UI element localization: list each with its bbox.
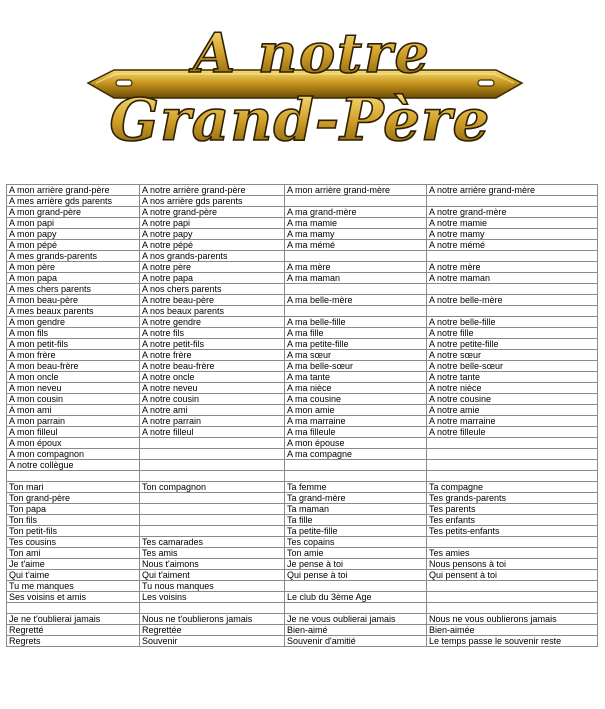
table-cell bbox=[285, 460, 427, 471]
table-cell: A notre marraine bbox=[427, 416, 598, 427]
table-cell: A notre beau-frère bbox=[140, 361, 285, 372]
table-cell: A mon fils bbox=[7, 328, 140, 339]
table-cell: A mon beau-frère bbox=[7, 361, 140, 372]
table-cell: A notre oncle bbox=[140, 372, 285, 383]
table-cell: A mon compagnon bbox=[7, 449, 140, 460]
table-row bbox=[7, 273, 598, 284]
table-cell: Ton papa bbox=[7, 504, 140, 515]
table-cell: A mes arrière gds parents bbox=[7, 196, 140, 207]
table-row bbox=[7, 218, 598, 229]
table-cell bbox=[427, 251, 598, 262]
table-cell: A mon pépé bbox=[7, 240, 140, 251]
table-cell: Nous t'aimons bbox=[140, 559, 285, 570]
table-cell: Tu nous manques bbox=[140, 581, 285, 592]
table-cell bbox=[140, 515, 285, 526]
table-cell: A notre frère bbox=[140, 350, 285, 361]
table-cell: A ma cousine bbox=[285, 394, 427, 405]
table-cell: Bien-aimé bbox=[285, 625, 427, 636]
table-cell: Tes camarades bbox=[140, 537, 285, 548]
table-cell: A notre arrière grand-père bbox=[140, 185, 285, 196]
table-row bbox=[7, 207, 598, 218]
table-row bbox=[7, 328, 598, 339]
table-row bbox=[7, 504, 598, 515]
table-cell: A mon oncle bbox=[7, 372, 140, 383]
table-row bbox=[7, 526, 598, 537]
table-cell: A mon cousin bbox=[7, 394, 140, 405]
table-cell: A notre filleul bbox=[140, 427, 285, 438]
table-cell: A ma grand-mère bbox=[285, 207, 427, 218]
table-cell: A mon amie bbox=[285, 405, 427, 416]
table-row bbox=[7, 185, 598, 196]
table-cell: A notre maman bbox=[427, 273, 598, 284]
table-cell: A notre mamie bbox=[427, 218, 598, 229]
table-cell: Souvenir bbox=[140, 636, 285, 647]
table-cell: A nos beaux parents bbox=[140, 306, 285, 317]
table-cell: A notre arrière grand-mère bbox=[427, 185, 598, 196]
table-cell bbox=[285, 284, 427, 295]
table-cell: A mes beaux parents bbox=[7, 306, 140, 317]
table-cell: Tes cousins bbox=[7, 537, 140, 548]
table-row bbox=[7, 537, 598, 548]
table-cell: Tes grands-parents bbox=[427, 493, 598, 504]
table-cell: A notre petite-fille bbox=[427, 339, 598, 350]
table-cell: A notre petit-fils bbox=[140, 339, 285, 350]
table-cell: Bien-aimée bbox=[427, 625, 598, 636]
table-cell: Tes amis bbox=[140, 548, 285, 559]
table-cell: A mon père bbox=[7, 262, 140, 273]
table-cell: Regrettée bbox=[140, 625, 285, 636]
inscription-table-body bbox=[7, 185, 598, 647]
table-cell bbox=[285, 603, 427, 614]
table-cell bbox=[285, 471, 427, 482]
table-cell: A ma nièce bbox=[285, 383, 427, 394]
table-row bbox=[7, 570, 598, 581]
table-row bbox=[7, 515, 598, 526]
table-cell: Tu me manques bbox=[7, 581, 140, 592]
table-cell bbox=[7, 471, 140, 482]
table-row bbox=[7, 350, 598, 361]
table-row bbox=[7, 262, 598, 273]
table-cell: A notre cousin bbox=[140, 394, 285, 405]
table-cell: A notre père bbox=[140, 262, 285, 273]
table-cell: Ta grand-mère bbox=[285, 493, 427, 504]
table-cell bbox=[427, 581, 598, 592]
table-cell: A mon papa bbox=[7, 273, 140, 284]
table-cell: A mon papi bbox=[7, 218, 140, 229]
table-cell bbox=[427, 284, 598, 295]
table-cell: A notre papy bbox=[140, 229, 285, 240]
table-cell: A ma petite-fille bbox=[285, 339, 427, 350]
table-cell: Ton mari bbox=[7, 482, 140, 493]
table-cell: Qui t'aime bbox=[7, 570, 140, 581]
table-cell: A mon grand-père bbox=[7, 207, 140, 218]
table-cell: A mon arrière grand-père bbox=[7, 185, 140, 196]
table-cell bbox=[140, 449, 285, 460]
table-cell: A notre pépé bbox=[140, 240, 285, 251]
table-row bbox=[7, 295, 598, 306]
table-row bbox=[7, 306, 598, 317]
table-cell: Je ne t'oublierai jamais bbox=[7, 614, 140, 625]
table-cell: A notre neveu bbox=[140, 383, 285, 394]
table-cell: Le club du 3ème Age bbox=[285, 592, 427, 603]
table-row bbox=[7, 438, 598, 449]
table-cell: A ma sœur bbox=[285, 350, 427, 361]
table-cell: A mon parrain bbox=[7, 416, 140, 427]
table-cell: A notre cousine bbox=[427, 394, 598, 405]
table-cell: A nos chers parents bbox=[140, 284, 285, 295]
table-cell: A notre belle-mère bbox=[427, 295, 598, 306]
table-cell: Tes copains bbox=[285, 537, 427, 548]
table-cell: A ma mamy bbox=[285, 229, 427, 240]
table-cell: Regretté bbox=[7, 625, 140, 636]
table-cell: Le temps passe le souvenir reste bbox=[427, 636, 598, 647]
table-cell: A mon gendre bbox=[7, 317, 140, 328]
table-row bbox=[7, 592, 598, 603]
table-cell: A notre ami bbox=[140, 405, 285, 416]
table-cell: Je pense à toi bbox=[285, 559, 427, 570]
table-cell: A notre amie bbox=[427, 405, 598, 416]
table-cell: Ta compagne bbox=[427, 482, 598, 493]
table-row bbox=[7, 416, 598, 427]
table-cell: Ta femme bbox=[285, 482, 427, 493]
table-cell: A notre beau-père bbox=[140, 295, 285, 306]
table-cell bbox=[140, 603, 285, 614]
table-cell: A mon ami bbox=[7, 405, 140, 416]
table-cell: A ma belle-mère bbox=[285, 295, 427, 306]
table-cell bbox=[427, 592, 598, 603]
table-row bbox=[7, 548, 598, 559]
table-row bbox=[7, 339, 598, 350]
table-cell: A notre grand-mère bbox=[427, 207, 598, 218]
table-row bbox=[7, 405, 598, 416]
table-cell: A nos arrière gds parents bbox=[140, 196, 285, 207]
table-row bbox=[7, 196, 598, 207]
table-cell: Nous ne vous oublierons jamais bbox=[427, 614, 598, 625]
table-cell: A ma compagne bbox=[285, 449, 427, 460]
table-cell: A ma maman bbox=[285, 273, 427, 284]
table-cell bbox=[427, 306, 598, 317]
table-row bbox=[7, 625, 598, 636]
table-cell: A ma mémé bbox=[285, 240, 427, 251]
table-cell: Souvenir d'amitié bbox=[285, 636, 427, 647]
table-cell bbox=[140, 493, 285, 504]
table-cell: A notre grand-père bbox=[140, 207, 285, 218]
table-cell: A notre nièce bbox=[427, 383, 598, 394]
table-row bbox=[7, 482, 598, 493]
table-cell: Nous ne t'oublierons jamais bbox=[140, 614, 285, 625]
table-cell bbox=[285, 306, 427, 317]
table-cell: Nous pensons à toi bbox=[427, 559, 598, 570]
table-cell: Ses voisins et amis bbox=[7, 592, 140, 603]
table-cell: A ma fille bbox=[285, 328, 427, 339]
table-cell bbox=[427, 449, 598, 460]
table-cell: A ma marraine bbox=[285, 416, 427, 427]
table-cell: A ma tante bbox=[285, 372, 427, 383]
table-cell bbox=[427, 471, 598, 482]
table-cell: A notre belle-sœur bbox=[427, 361, 598, 372]
table-cell: A mon frère bbox=[7, 350, 140, 361]
table-cell bbox=[140, 471, 285, 482]
table-cell: Qui t'aiment bbox=[140, 570, 285, 581]
table-cell: Tes petits-enfants bbox=[427, 526, 598, 537]
table-row bbox=[7, 427, 598, 438]
table-row bbox=[7, 581, 598, 592]
table-cell: A ma belle-sœur bbox=[285, 361, 427, 372]
table-cell bbox=[285, 581, 427, 592]
table-cell: A mon arrière grand-mère bbox=[285, 185, 427, 196]
table-cell: Ta fille bbox=[285, 515, 427, 526]
table-row bbox=[7, 251, 598, 262]
table-cell: A notre belle-fille bbox=[427, 317, 598, 328]
plaque-line-1: A notre bbox=[193, 21, 431, 85]
table-row bbox=[7, 449, 598, 460]
table-cell bbox=[427, 438, 598, 449]
table-row bbox=[7, 471, 598, 482]
table-cell bbox=[140, 526, 285, 537]
plaque-image bbox=[0, 0, 605, 175]
table-cell: Ton fils bbox=[7, 515, 140, 526]
table-cell: Qui pensent à toi bbox=[427, 570, 598, 581]
table-cell: Je t'aime bbox=[7, 559, 140, 570]
table-cell: A mon papy bbox=[7, 229, 140, 240]
table-cell bbox=[140, 504, 285, 515]
table-cell: A mes grands-parents bbox=[7, 251, 140, 262]
table-cell: Ton petit-fils bbox=[7, 526, 140, 537]
table-cell: Qui pense à toi bbox=[285, 570, 427, 581]
table-cell: A mon épouse bbox=[285, 438, 427, 449]
table-cell: Je ne vous oublierai jamais bbox=[285, 614, 427, 625]
table-cell: A mon petit-fils bbox=[7, 339, 140, 350]
table-cell: A mon époux bbox=[7, 438, 140, 449]
table-row bbox=[7, 394, 598, 405]
table-cell: A notre filleule bbox=[427, 427, 598, 438]
table-cell: Ton ami bbox=[7, 548, 140, 559]
table-row bbox=[7, 636, 598, 647]
table-cell: A notre collègue bbox=[7, 460, 140, 471]
table-cell: Regrets bbox=[7, 636, 140, 647]
table-row bbox=[7, 603, 598, 614]
table-cell: A mon filleul bbox=[7, 427, 140, 438]
table-cell bbox=[7, 603, 140, 614]
table-cell: A notre mémé bbox=[427, 240, 598, 251]
table-cell: A notre fils bbox=[140, 328, 285, 339]
table-cell bbox=[427, 603, 598, 614]
table-cell: Ta petite-fille bbox=[285, 526, 427, 537]
table-cell bbox=[140, 460, 285, 471]
table-cell: A mon neveu bbox=[7, 383, 140, 394]
table-cell: Ton amie bbox=[285, 548, 427, 559]
table-cell bbox=[285, 196, 427, 207]
table-row bbox=[7, 240, 598, 251]
table-cell: A mon beau-père bbox=[7, 295, 140, 306]
table-cell: A notre tante bbox=[427, 372, 598, 383]
table-cell: A ma belle-fille bbox=[285, 317, 427, 328]
table-cell: Ton grand-père bbox=[7, 493, 140, 504]
table-cell: A notre sœur bbox=[427, 350, 598, 361]
table-cell: A mes chers parents bbox=[7, 284, 140, 295]
table-cell: A notre papa bbox=[140, 273, 285, 284]
table-row bbox=[7, 614, 598, 625]
table-cell bbox=[427, 460, 598, 471]
table-row bbox=[7, 229, 598, 240]
plaque-line-2: Grand-Père bbox=[109, 86, 491, 154]
table-cell: Tes amies bbox=[427, 548, 598, 559]
table-cell: A notre gendre bbox=[140, 317, 285, 328]
table-cell: A notre mère bbox=[427, 262, 598, 273]
table-cell: Ta maman bbox=[285, 504, 427, 515]
table-cell: A ma filleule bbox=[285, 427, 427, 438]
table-cell bbox=[427, 196, 598, 207]
table-cell: A notre fille bbox=[427, 328, 598, 339]
table-cell: Ton compagnon bbox=[140, 482, 285, 493]
table-cell: A ma mère bbox=[285, 262, 427, 273]
table-cell: Tes enfants bbox=[427, 515, 598, 526]
table-row bbox=[7, 317, 598, 328]
table-cell bbox=[285, 251, 427, 262]
table-row bbox=[7, 284, 598, 295]
table-cell bbox=[140, 438, 285, 449]
inscription-table bbox=[6, 184, 598, 647]
table-cell bbox=[427, 537, 598, 548]
table-cell: A nos grands-parents bbox=[140, 251, 285, 262]
table-row bbox=[7, 361, 598, 372]
table-cell: A ma mamie bbox=[285, 218, 427, 229]
table-row bbox=[7, 493, 598, 504]
table-cell: A notre papi bbox=[140, 218, 285, 229]
table-cell: A notre mamy bbox=[427, 229, 598, 240]
table-cell: A notre parrain bbox=[140, 416, 285, 427]
table-row bbox=[7, 460, 598, 471]
table-cell: Les voisins bbox=[140, 592, 285, 603]
table-row bbox=[7, 559, 598, 570]
table-cell: Tes parents bbox=[427, 504, 598, 515]
table-row bbox=[7, 383, 598, 394]
table-row bbox=[7, 372, 598, 383]
